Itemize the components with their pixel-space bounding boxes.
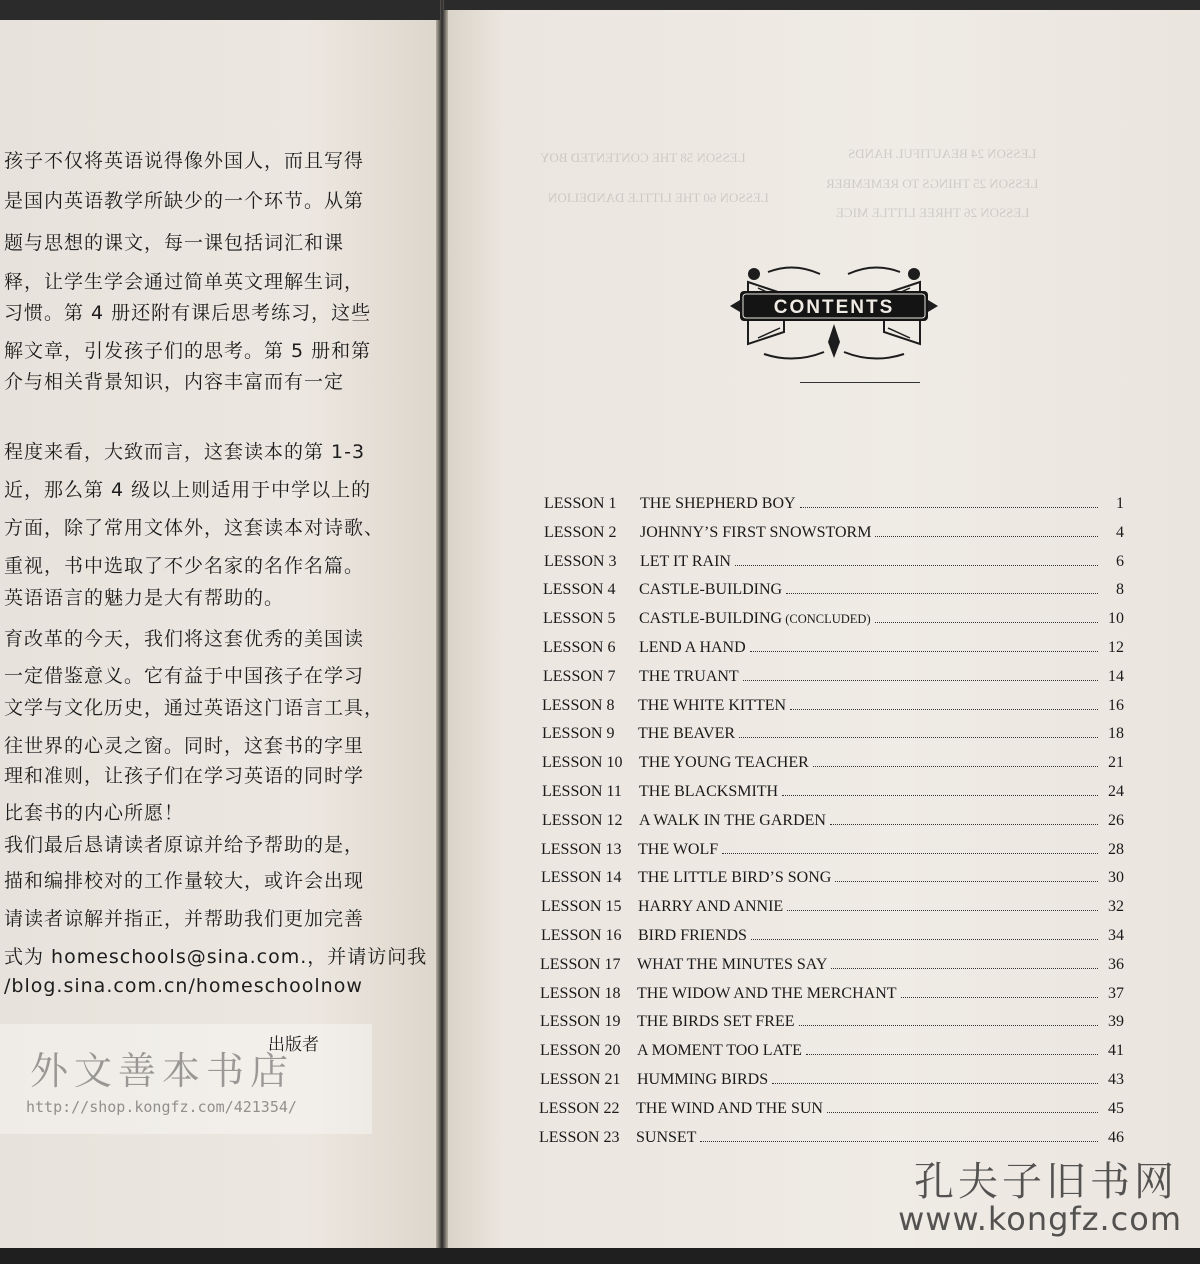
toc-leader-dots xyxy=(739,736,1098,738)
toc-lesson-number: LESSON 15 xyxy=(541,898,622,915)
toc-entry xyxy=(541,927,1124,953)
toc-page-number: 28 xyxy=(1108,841,1124,858)
body-text-line: 程度来看，大致而言，这套读本的第 1-3 xyxy=(4,441,366,463)
toc-lesson-title xyxy=(640,524,871,542)
toc-leader-dots xyxy=(786,592,1098,594)
toc-lesson-title xyxy=(639,639,746,657)
toc-lesson-number: LESSON 12 xyxy=(542,812,623,829)
toc-entry xyxy=(544,524,1124,550)
toc-lesson-title xyxy=(636,1129,696,1147)
toc-entry xyxy=(541,898,1124,924)
body-text-line: 解文章，引发孩子们的思考。第 5 册和第 xyxy=(4,340,372,362)
toc-title-text: THE YOUNG TEACHER xyxy=(639,754,809,771)
body-text-line: 请读者谅解并指正，并帮助我们更加完善 xyxy=(4,908,365,930)
toc-page-number: 8 xyxy=(1116,581,1124,598)
body-text-line: 题与思想的课文，每一课包括词汇和课 xyxy=(4,232,345,254)
toc-leader-dots xyxy=(800,506,1098,508)
toc-title-text: CASTLE-BUILDING xyxy=(639,581,783,598)
toc-leader-dots xyxy=(722,852,1098,854)
toc-title-text: HUMMING BIRDS xyxy=(637,1071,769,1088)
toc-page-number: 4 xyxy=(1116,524,1124,541)
toc-leader-dots xyxy=(750,650,1098,652)
body-text-line: 比套书的内心所愿！ xyxy=(4,802,185,824)
toc-lesson-number: LESSON 9 xyxy=(542,725,615,742)
toc-title-suffix: (CONCLUDED) xyxy=(782,612,871,626)
body-text-line: 是国内英语教学所缺少的一个环节。从第 xyxy=(4,190,365,212)
toc-lesson-title xyxy=(638,841,718,859)
toc-lesson-title xyxy=(637,1013,795,1031)
toc-lesson-title xyxy=(640,495,796,513)
toc-entry xyxy=(540,1013,1124,1039)
body-text-line: 往世界的心灵之窗。同时，这套书的字里 xyxy=(4,735,365,757)
toc-entry xyxy=(541,841,1124,867)
body-text-line: 重视，书中选取了不少名家的名作名篇。 xyxy=(4,555,365,577)
ghost-text: LESSON 25 THINGS TO REMEMBER xyxy=(826,176,1039,191)
toc-lesson-number: LESSON 14 xyxy=(541,869,622,886)
contents-heading: CONTENTS xyxy=(773,297,895,318)
toc-page-number: 14 xyxy=(1108,668,1124,685)
toc-title-text: LET IT RAIN xyxy=(640,553,731,570)
toc-page-number: 16 xyxy=(1108,697,1124,714)
toc-lesson-title xyxy=(638,697,786,715)
body-text-line: 孩子不仅将英语说得像外国人，而且写得 xyxy=(4,150,365,172)
toc-leader-dots xyxy=(806,1053,1098,1055)
toc-title-text: THE LITTLE BIRD’S SONG xyxy=(638,869,832,886)
toc-page-number: 12 xyxy=(1108,639,1124,656)
toc-title-text: THE SHEPHERD BOY xyxy=(640,495,796,512)
toc-page-number: 24 xyxy=(1108,783,1124,800)
toc-leader-dots xyxy=(813,765,1098,767)
toc-title-text: THE WIND AND THE SUN xyxy=(636,1100,823,1117)
toc-title-text: A MOMENT TOO LATE xyxy=(637,1042,802,1059)
site-watermark-url: www.kongfz.com xyxy=(898,1200,1182,1238)
toc-leader-dots xyxy=(787,909,1098,911)
toc-lesson-number: LESSON 11 xyxy=(542,783,622,800)
toc-title-text: THE WIDOW AND THE MERCHANT xyxy=(637,985,897,1002)
toc-lesson-number: LESSON 20 xyxy=(540,1042,621,1059)
ghost-text: LESSON 60 THE LITTLE DANDELION xyxy=(548,190,769,205)
toc-entry xyxy=(542,812,1124,838)
publisher-signature: 出版者 xyxy=(268,1035,319,1055)
toc-lesson-number: LESSON 2 xyxy=(544,524,617,541)
toc-title-text: A WALK IN THE GARDEN xyxy=(639,812,826,829)
toc-lesson-title xyxy=(638,898,783,916)
toc-page-number: 36 xyxy=(1108,956,1124,973)
body-text-line: 英语语言的魅力是大有帮助的。 xyxy=(4,587,285,609)
toc-lesson-number: LESSON 1 xyxy=(544,495,617,512)
toc-page-number: 10 xyxy=(1108,610,1124,627)
toc-lesson-number: LESSON 10 xyxy=(542,754,623,771)
toc-page-number: 26 xyxy=(1108,812,1124,829)
toc-page-number: 37 xyxy=(1108,985,1124,1002)
toc-lesson-title xyxy=(637,1071,768,1089)
toc-title-text: THE TRUANT xyxy=(639,668,739,685)
toc-entry xyxy=(544,553,1124,579)
toc-title-text: THE WOLF xyxy=(638,841,719,858)
toc-lesson-title xyxy=(638,927,747,945)
ghost-text: LESSON 24 BEAUTIFUL HANDS xyxy=(848,146,1037,161)
toc-page-number: 41 xyxy=(1108,1042,1124,1059)
toc-title-text: HARRY AND ANNIE xyxy=(638,898,784,915)
shop-watermark-url: http://shop.kongfz.com/421354/ xyxy=(26,1098,297,1116)
toc-leader-dots xyxy=(743,679,1098,681)
toc-lesson-number: LESSON 4 xyxy=(543,581,616,598)
toc-leader-dots xyxy=(827,1111,1098,1113)
toc-lesson-title xyxy=(638,869,831,887)
toc-title-text: LEND A HAND xyxy=(639,639,746,656)
toc-lesson-title xyxy=(637,956,827,974)
toc-lesson-number: LESSON 8 xyxy=(542,697,615,714)
contents-ornament xyxy=(724,258,944,368)
toc-leader-dots xyxy=(875,621,1098,623)
toc-title-text: THE BIRDS SET FREE xyxy=(637,1013,795,1030)
toc-lesson-title xyxy=(637,1042,802,1060)
toc-lesson-title xyxy=(636,1100,823,1118)
toc-title-text: THE WHITE KITTEN xyxy=(638,697,787,714)
toc-page-number: 34 xyxy=(1108,927,1124,944)
toc-title-text: SUNSET xyxy=(636,1129,697,1146)
toc-lesson-number: LESSON 21 xyxy=(540,1071,621,1088)
toc-entry xyxy=(542,754,1124,780)
top-edge xyxy=(0,0,440,20)
toc-lesson-number: LESSON 7 xyxy=(543,668,616,685)
toc-page-number: 43 xyxy=(1108,1071,1124,1088)
toc-entry xyxy=(540,1042,1124,1068)
toc-title-text: CASTLE-BUILDING xyxy=(639,610,783,627)
toc-lesson-number: LESSON 5 xyxy=(543,610,616,627)
toc-title-text: THE BEAVER xyxy=(638,725,736,742)
toc-lesson-number: LESSON 17 xyxy=(540,956,621,973)
toc-lesson-title xyxy=(639,783,778,801)
body-text-line: 式为 homeschools@sina.com.，并请访问我 xyxy=(4,946,428,968)
toc-leader-dots xyxy=(735,564,1098,566)
toc-lesson-title xyxy=(639,610,871,628)
toc-entry xyxy=(543,581,1124,607)
toc-entry xyxy=(544,495,1124,521)
toc-page-number: 21 xyxy=(1108,754,1124,771)
toc-lesson-title xyxy=(639,668,739,686)
toc-lesson-number: LESSON 23 xyxy=(539,1129,620,1146)
toc-lesson-number: LESSON 19 xyxy=(540,1013,621,1030)
toc-page-number: 1 xyxy=(1116,495,1124,512)
toc-page-number: 18 xyxy=(1108,725,1124,742)
body-text-line: 一定借鉴意义。它有益于中国孩子在学习 xyxy=(4,665,365,687)
toc-lesson-title xyxy=(640,553,731,571)
toc-entry xyxy=(543,610,1124,636)
toc-entry xyxy=(541,869,1124,895)
toc-leader-dots xyxy=(799,1024,1099,1026)
top-edge-right xyxy=(444,0,1200,10)
toc-leader-dots xyxy=(790,708,1098,710)
body-text-line: 育改革的今天，我们将这套优秀的美国读 xyxy=(4,628,365,650)
toc-entry xyxy=(543,668,1124,694)
toc-title-text: THE BLACKSMITH xyxy=(639,783,779,800)
toc-leader-dots xyxy=(901,996,1098,998)
toc-leader-dots xyxy=(831,967,1098,969)
toc-leader-dots xyxy=(782,794,1098,796)
toc-entry xyxy=(542,725,1124,751)
body-text-line: 文学与文化历史，通过英语这门语言工具， xyxy=(4,697,385,719)
ghost-text: LESSON 26 THREE LITTLE MICE xyxy=(836,205,1030,220)
body-text-line: 释，让学生学会通过简单英文理解生词， xyxy=(4,271,365,293)
toc-lesson-number: LESSON 6 xyxy=(543,639,616,656)
toc-lesson-number: LESSON 13 xyxy=(541,841,622,858)
heading-rule xyxy=(800,382,920,383)
toc-entry xyxy=(542,697,1124,723)
toc-leader-dots xyxy=(830,823,1098,825)
toc-entry xyxy=(542,783,1124,809)
body-text-line: 描和编排校对的工作量较大，或许会出现 xyxy=(4,870,365,892)
body-text-line: 理和准则，让孩子们在学习英语的同时学 xyxy=(4,765,365,787)
toc-entry xyxy=(540,985,1124,1011)
toc-leader-dots xyxy=(772,1082,1098,1084)
ghost-text: LESSON 58 THE CONTENTED BOY xyxy=(540,150,746,165)
toc-lesson-title xyxy=(639,754,809,772)
toc-lesson-title xyxy=(637,985,897,1003)
toc-entry xyxy=(543,639,1124,665)
body-text-line: 我们最后恳请读者原谅并给予帮助的是， xyxy=(4,834,365,856)
toc-page-number: 46 xyxy=(1108,1129,1124,1146)
toc-leader-dots xyxy=(751,938,1098,940)
toc-title-text: JOHNNY’S FIRST SNOWSTORM xyxy=(640,524,872,541)
body-text-line: 介与相关背景知识，内容丰富而有一定 xyxy=(4,371,345,393)
toc-lesson-number: LESSON 18 xyxy=(540,985,621,1002)
toc-page-number: 6 xyxy=(1116,553,1124,570)
body-text-line: 习惯。第 4 册还附有课后思考练习，这些 xyxy=(4,302,372,324)
toc-lesson-number: LESSON 16 xyxy=(541,927,622,944)
toc-lesson-title xyxy=(638,725,735,743)
toc-leader-dots xyxy=(700,1140,1098,1142)
toc-lesson-number: LESSON 3 xyxy=(544,553,617,570)
toc-title-text: WHAT THE MINUTES SAY xyxy=(637,956,828,973)
toc-page-number: 30 xyxy=(1108,869,1124,886)
toc-leader-dots xyxy=(835,880,1098,882)
site-watermark-text: 孔夫子旧书网 xyxy=(914,1159,1178,1205)
toc-title-text: BIRD FRIENDS xyxy=(638,927,747,944)
toc-entry xyxy=(540,1071,1124,1097)
toc-page-number: 45 xyxy=(1108,1100,1124,1117)
toc-lesson-title xyxy=(639,581,782,599)
toc-leader-dots xyxy=(875,535,1098,537)
toc-entry xyxy=(540,956,1124,982)
body-text-line: 近，那么第 4 级以上则适用于中学以上的 xyxy=(4,479,372,501)
body-text-line: /blog.sina.com.cn/homeschoolnow xyxy=(4,975,363,997)
toc-page-number: 39 xyxy=(1108,1013,1124,1030)
body-text-line: 方面，除了常用文体外，这套读本对诗歌、 xyxy=(4,517,385,539)
toc-page-number: 32 xyxy=(1108,898,1124,915)
bottom-edge xyxy=(0,1248,1200,1264)
toc-lesson-number: LESSON 22 xyxy=(539,1100,620,1117)
toc-entry xyxy=(539,1100,1124,1126)
shop-watermark-text: 外文善本书店 xyxy=(30,1049,295,1093)
toc-lesson-title xyxy=(639,812,826,830)
